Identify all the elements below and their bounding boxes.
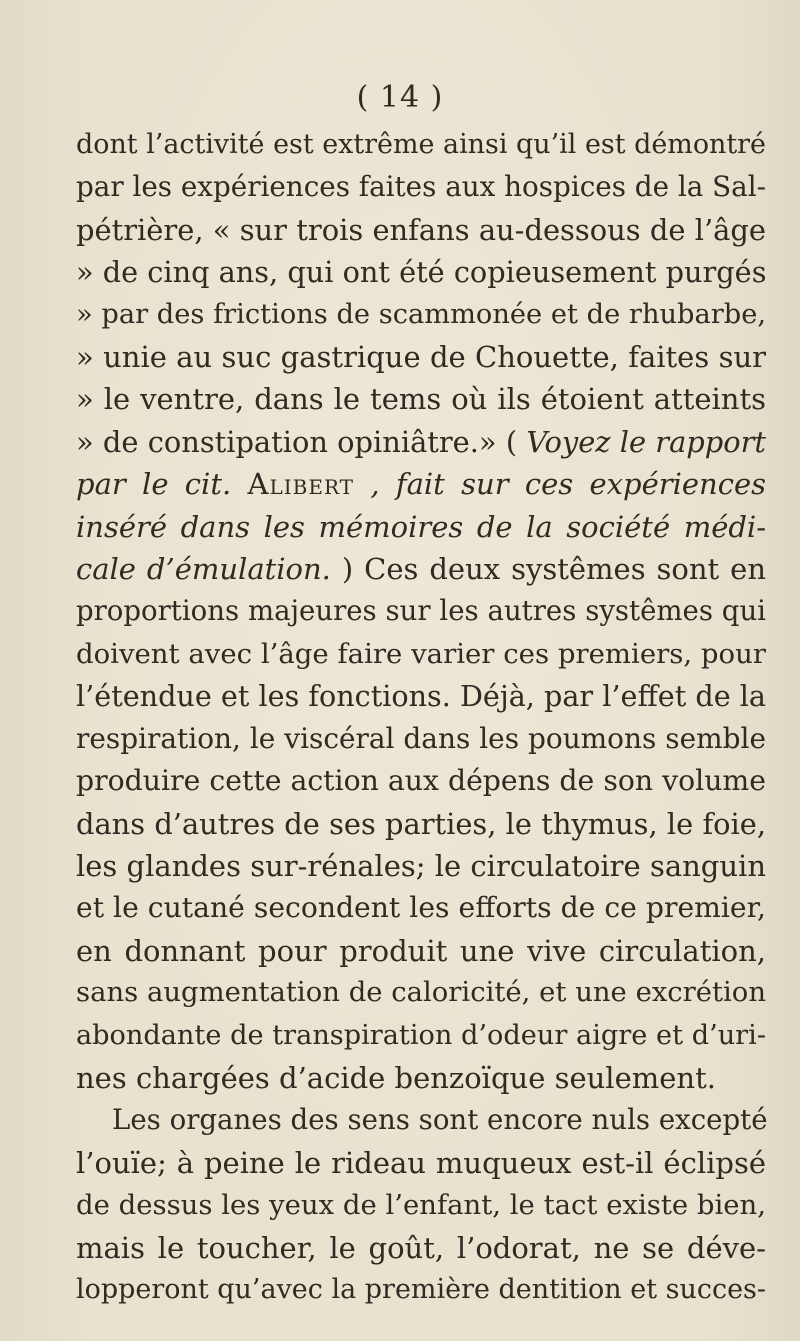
text-line-17: dans d’autres de ses parties, le thymus, le foie, (76, 806, 766, 841)
text-line-20: en donnant pour produit une vive circulation, (76, 933, 766, 968)
text-line-8 (76, 421, 766, 463)
text-line-12: proportions majeures sur les autres systêmes qui (76, 595, 766, 628)
text-line-2: par les expériences faites aux hospices de la Sal- (76, 170, 767, 204)
text-line-18: les glandes sur-rénales; le circulatoire sanguin (76, 848, 766, 883)
text-line-7: » le ventre, dans le tems où ils étoient atteints (76, 382, 766, 417)
text-line-9-italic-b: , fait sur ces expériences (370, 467, 767, 502)
text-line-25: l’ouïe; à peine le rideau muqueux est-il éclipsé (76, 1145, 766, 1180)
text-line-9 (76, 463, 766, 505)
text-line-11-roman: ) Ces deux systêmes sont en (341, 552, 767, 587)
text-line-14: l’étendue et les fonctions. Déjà, par l’effet de la (76, 679, 766, 714)
text-line-13: doivent avec l’âge faire varier ces premiers, pour (76, 637, 766, 670)
body-text (76, 124, 766, 1311)
author-name: Alibert (247, 467, 354, 502)
text-line-28: lopperont qu’avec la première dentition et succes- (76, 1273, 766, 1305)
text-line-5: » par des frictions de scammonée et de rhubarbe, (76, 298, 766, 330)
text-line-3: pétrière, « sur trois enfans au-dessous de l’âge (76, 212, 766, 247)
text-line-6: » unie au suc gastrique de Chouette, faites sur (76, 340, 766, 375)
text-line-10: inséré dans les mémoires de la société médi- (76, 509, 766, 544)
text-line-8-italic: Voyez le rapport (526, 424, 766, 459)
text-line-21: sans augmentation de caloricité, et une excrétion (76, 977, 766, 1009)
text-line-15: respiration, le viscéral dans les poumons semble (76, 721, 766, 755)
text-line-26: de dessus les yeux de l’enfant, le tact existe bien, (76, 1189, 766, 1222)
text-line-16: produire cette action aux dépens de son volume (76, 764, 766, 798)
text-line-1: dont l’activité est extrême ainsi qu’il est démontré (76, 129, 766, 160)
text-line-22: abondante de transpiration d’odeur aigre et d’uri- (76, 1019, 766, 1051)
text-line-11-italic: cale d’émulation. (76, 552, 331, 587)
text-line-19: et le cutané secondent les efforts de ce premier, (76, 891, 766, 925)
text-line-4: » de cinq ans, qui ont été copieusement purgés (76, 255, 767, 290)
text-line-23: nes chargées d’acide benzoïque seulement. (76, 1060, 716, 1095)
text-line-24: Les organes des sens sont encore nuls excepté (112, 1103, 768, 1137)
text-line-11 (76, 548, 766, 590)
text-line-9-italic-a: par le cit. (76, 467, 232, 502)
text-line-8-roman: » de constipation opiniâtre.» ( (76, 424, 518, 459)
text-line-27: mais le toucher, le goût, l’odorat, ne se déve- (76, 1230, 766, 1265)
page-number: ( 14 ) (356, 80, 444, 115)
